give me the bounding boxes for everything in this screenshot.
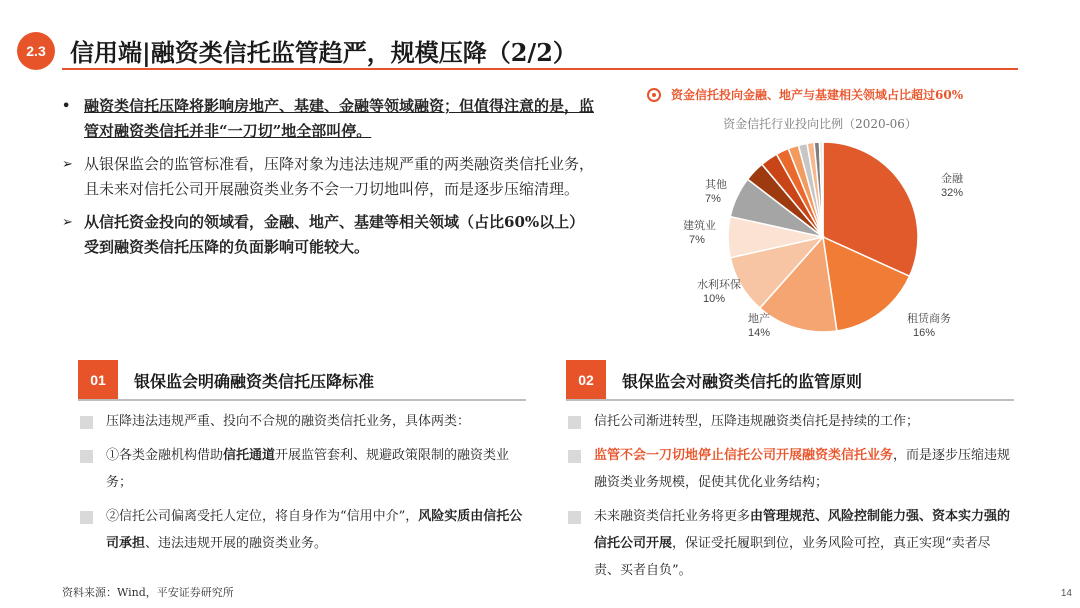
list-text: 压降违法违规严重、投向不合规的融资类信托业务，具体两类： (106, 414, 471, 429)
list-item (78, 503, 528, 557)
slice-label: 金融 (941, 172, 963, 185)
pie-slices (728, 142, 918, 332)
list-text: ，而是逐步压缩违规融资类业务规模，促使其优化业务结构； (594, 448, 1011, 490)
list-text: ②信托公司偏离受托人定位，将自身作为“信用中介”， (106, 509, 419, 524)
box1-list (78, 408, 528, 564)
list-text: 未来融资类信托业务将更多 (594, 509, 751, 524)
arrow-bullet-icon: ➢ (62, 157, 73, 172)
list-item (78, 408, 528, 435)
box2-divider (566, 399, 1014, 401)
arrow-paragraph (60, 152, 598, 202)
box1-header (78, 360, 374, 400)
list-emphasis: 信托通道 (223, 448, 276, 463)
list-item (566, 503, 1016, 584)
slice-label: 建筑业 (683, 219, 716, 232)
slice-label: 水利环保 (697, 278, 741, 291)
slice-value-label: 16% (913, 327, 936, 339)
highlight-text: 资金信托投向金融、地产与基建相关领域占比超过60% (671, 88, 964, 102)
paragraph-text: 从信托资金投向的领域看，金融、地产、基建等相关领域（占比60%以上）受到融资类信托压降的负面影响可能较大。 (84, 213, 585, 256)
slice-value-label: 7% (705, 193, 721, 205)
slice-label: 租赁商务 (907, 312, 951, 325)
list-item (566, 408, 1016, 435)
title-divider (62, 68, 1018, 70)
target-icon (647, 88, 661, 102)
page-title: 信用端|融资类信托监管趋严，规模压降（2/2） (70, 38, 577, 67)
list-text: ①各类金融机构借助 (106, 448, 224, 463)
box2-list (566, 408, 1016, 591)
slice-value-label: 32% (941, 187, 964, 199)
list-emphasis: 由管理规范、风险控制能力强、资本实力强的信托公司开展 (594, 509, 1011, 551)
list-text: ，保证受托履职到位，业务风险可控，真正实现“卖者尽责、买者自负”。 (594, 536, 991, 578)
bullet-paragraph (60, 94, 598, 144)
square-bullet-icon (568, 450, 581, 463)
slice-label: 地产 (748, 312, 770, 325)
pie-chart (600, 104, 980, 354)
box2-header (566, 360, 862, 400)
arrow-paragraph (60, 210, 598, 260)
box1-number: 01 (78, 360, 118, 400)
slice-label: 其他 (705, 178, 727, 191)
chart-highlight-note (647, 86, 963, 103)
square-bullet-icon (80, 416, 93, 429)
arrow-bullet-icon: ➢ (62, 215, 73, 230)
list-emphasis: 风险实质由信托公司承担 (106, 509, 523, 551)
source-note: 资料来源：Wind，平安证券研究所 (62, 586, 234, 599)
square-bullet-icon (80, 511, 93, 524)
list-item (566, 442, 1016, 496)
square-bullet-icon (568, 416, 581, 429)
box2-title: 银保监会对融资类信托的监管原则 (622, 371, 863, 391)
page-number: 14 (1060, 588, 1072, 599)
box2-number: 02 (566, 360, 606, 400)
chart-title: 资金信托行业投向比例（2020-06） (723, 117, 917, 131)
slice-value-label: 7% (689, 234, 705, 246)
list-emphasis: 监管不会一刀切地停止信托公司开展融资类信托业务 (594, 448, 894, 463)
bullet-dot-icon: • (62, 99, 71, 114)
list-item (78, 442, 528, 496)
left-text-block (60, 94, 598, 268)
square-bullet-icon (80, 450, 93, 463)
list-text: 信托公司渐进转型，压降违规融资类信托是持续的工作； (594, 414, 920, 429)
paragraph-text: 从银保监会的监管标准看，压降对象为违法违规严重的两类融资类信托业务，且未来对信托公司开展融资类业务不会一刀切地叫停，而是逐步压缩清理。 (84, 155, 595, 198)
section-badge: 2.3 (17, 32, 55, 70)
square-bullet-icon (568, 511, 581, 524)
slice-value-label: 14% (748, 327, 771, 339)
list-text: 、违法违规开展的融资类业务。 (145, 536, 328, 551)
slice-value-label: 10% (703, 293, 726, 305)
box1-title: 银保监会明确融资类信托压降标准 (134, 371, 375, 391)
list-text: 开展监管套利、规避政策限制的融资类业务； (106, 448, 510, 490)
box1-divider (78, 399, 526, 401)
paragraph-text: 融资类信托压降将影响房地产、基建、金融等领域融资；但值得注意的是，监管对融资类信托并非“一刀切”地全部叫停。 (84, 97, 595, 140)
